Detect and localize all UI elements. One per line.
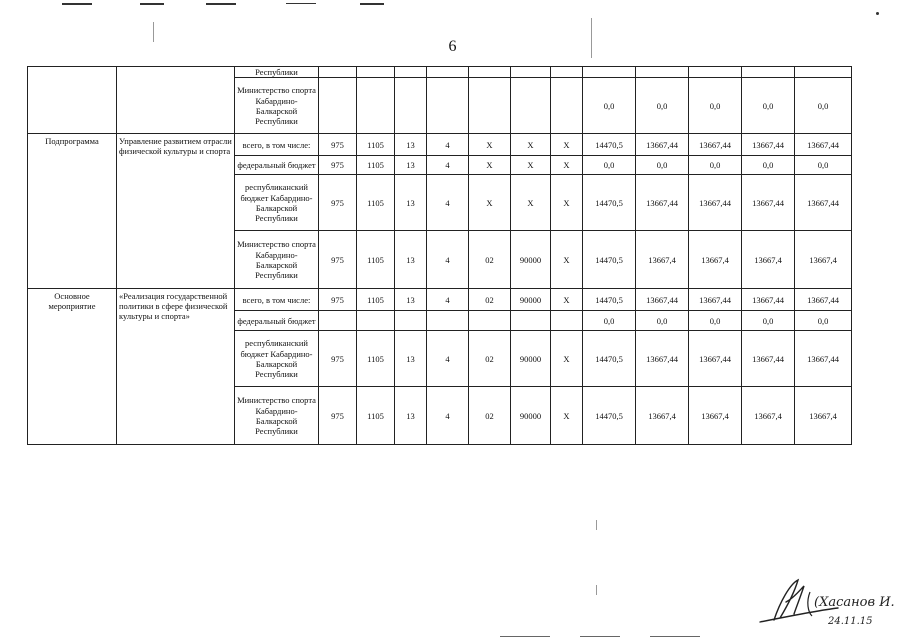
cell-v3: 0,0 <box>689 78 742 134</box>
scan-artifact <box>596 520 597 530</box>
funding-source: федеральный бюджет <box>235 156 319 175</box>
cell-gp: 13 <box>395 231 427 289</box>
cell-v2: 0,0 <box>636 78 689 134</box>
scan-artifact <box>206 3 236 5</box>
table-row <box>28 67 852 78</box>
cell-v4: 13667,4 <box>742 387 795 445</box>
cell-direction <box>511 311 551 331</box>
cell-v5 <box>795 67 852 78</box>
page-number: 6 <box>448 38 457 55</box>
cell-v4: 0,0 <box>742 156 795 175</box>
signature-name: (Хасанов И. <box>814 595 895 610</box>
cell-grbs: 975 <box>319 175 357 231</box>
funding-source: республиканский бюджет Кабардино-Балкарской Республики <box>235 331 319 387</box>
cell-v1: 0,0 <box>583 156 636 175</box>
scan-artifact <box>62 3 92 5</box>
cell-v3: 13667,44 <box>689 331 742 387</box>
cell-v3: 13667,44 <box>689 289 742 311</box>
cell-vr: X <box>551 175 583 231</box>
cell-v1: 14470,5 <box>583 134 636 156</box>
cell-v5: 0,0 <box>795 311 852 331</box>
scan-artifact <box>500 636 550 637</box>
cell-grbs: 975 <box>319 156 357 175</box>
cell-v2: 13667,44 <box>636 175 689 231</box>
cell-v5: 13667,44 <box>795 134 852 156</box>
cell-v2: 13667,44 <box>636 134 689 156</box>
cell-vr: X <box>551 331 583 387</box>
cell-om: 02 <box>469 387 511 445</box>
cell-rzpr: 1105 <box>357 134 395 156</box>
cell-pp <box>427 78 469 134</box>
cell-v5: 0,0 <box>795 156 852 175</box>
cell-direction <box>511 78 551 134</box>
cell-v1: 14470,5 <box>583 175 636 231</box>
funding-source: Министерство спорта Кабардино-Балкарской Республики <box>235 231 319 289</box>
table-row <box>28 289 852 311</box>
cell-v2 <box>636 67 689 78</box>
cell-rzpr: 1105 <box>357 331 395 387</box>
row-program-name: Управление развитием отрасли физической культуры и спорта <box>117 134 235 289</box>
cell-pp: 4 <box>427 387 469 445</box>
cell-v2: 13667,4 <box>636 231 689 289</box>
cell-v3: 13667,44 <box>689 175 742 231</box>
cell-v4: 0,0 <box>742 78 795 134</box>
cell-pp <box>427 311 469 331</box>
cell-vr <box>551 311 583 331</box>
scan-artifact <box>876 12 879 15</box>
scan-artifact <box>360 3 384 5</box>
cell-vr <box>551 67 583 78</box>
cell-direction <box>511 67 551 78</box>
cell-vr: X <box>551 134 583 156</box>
cell-vr <box>551 78 583 134</box>
cell-pp: 4 <box>427 331 469 387</box>
cell-vr: X <box>551 231 583 289</box>
funding-source: федеральный бюджет <box>235 311 319 331</box>
cell-v5: 13667,4 <box>795 231 852 289</box>
cell-gp: 13 <box>395 387 427 445</box>
cell-grbs <box>319 67 357 78</box>
cell-direction: 90000 <box>511 231 551 289</box>
scan-artifact <box>140 3 164 5</box>
cell-direction: 90000 <box>511 331 551 387</box>
signature-image <box>750 572 900 632</box>
cell-om: 02 <box>469 231 511 289</box>
cell-v3: 13667,4 <box>689 231 742 289</box>
cell-om: 02 <box>469 331 511 387</box>
cell-pp: 4 <box>427 231 469 289</box>
row-program-name: «Реализация государственной политики в сфере физической культуры и спорта» <box>117 289 235 445</box>
cell-v3: 0,0 <box>689 311 742 331</box>
cell-v5: 13667,44 <box>795 331 852 387</box>
cell-om: X <box>469 156 511 175</box>
cell-pp <box>427 67 469 78</box>
signature-date: 24.11.15 <box>828 616 873 627</box>
cell-pp: 4 <box>427 156 469 175</box>
cell-v3: 0,0 <box>689 156 742 175</box>
cell-v1: 0,0 <box>583 311 636 331</box>
cell-v3: 13667,4 <box>689 387 742 445</box>
cell-v4: 13667,44 <box>742 289 795 311</box>
cell-v2: 13667,44 <box>636 289 689 311</box>
cell-gp: 13 <box>395 134 427 156</box>
cell-gp: 13 <box>395 331 427 387</box>
table-row <box>28 134 852 156</box>
budget-table <box>27 66 851 445</box>
cell-grbs <box>319 311 357 331</box>
cell-v5: 0,0 <box>795 78 852 134</box>
cell-direction: X <box>511 134 551 156</box>
cell-v4: 0,0 <box>742 311 795 331</box>
cell-rzpr: 1105 <box>357 175 395 231</box>
cell-grbs <box>319 78 357 134</box>
cell-rzpr <box>357 78 395 134</box>
cell-vr: X <box>551 387 583 445</box>
cell-rzpr: 1105 <box>357 387 395 445</box>
cell-v5: 13667,44 <box>795 289 852 311</box>
cell-gp <box>395 78 427 134</box>
cell-v3 <box>689 67 742 78</box>
cell-pp: 4 <box>427 175 469 231</box>
cell-vr: X <box>551 289 583 311</box>
cell-v2: 13667,44 <box>636 331 689 387</box>
cell-v1: 14470,5 <box>583 289 636 311</box>
funding-source: всего, в том числе: <box>235 134 319 156</box>
cell-direction: X <box>511 156 551 175</box>
row-program-name <box>117 67 235 134</box>
cell-gp <box>395 311 427 331</box>
cell-vr: X <box>551 156 583 175</box>
cell-om <box>469 67 511 78</box>
cell-om: X <box>469 175 511 231</box>
cell-grbs: 975 <box>319 134 357 156</box>
funding-source: Республики <box>235 67 319 78</box>
cell-v5: 13667,44 <box>795 175 852 231</box>
cell-rzpr <box>357 311 395 331</box>
cell-v1 <box>583 67 636 78</box>
scan-artifact <box>580 636 620 637</box>
cell-v2: 13667,4 <box>636 387 689 445</box>
funding-source: Министерство спорта Кабардино-Балкарской Республики <box>235 387 319 445</box>
cell-gp: 13 <box>395 156 427 175</box>
cell-gp: 13 <box>395 289 427 311</box>
funding-source: Министерство спорта Кабардино-Балкарской Республики <box>235 78 319 134</box>
row-status: Подпрограмма <box>28 134 117 289</box>
cell-direction: 90000 <box>511 387 551 445</box>
cell-pp: 4 <box>427 289 469 311</box>
cell-om: 02 <box>469 289 511 311</box>
row-status <box>28 67 117 134</box>
cell-grbs: 975 <box>319 331 357 387</box>
cell-gp <box>395 67 427 78</box>
funding-source: всего, в том числе: <box>235 289 319 311</box>
cell-v5: 13667,4 <box>795 387 852 445</box>
funding-source: республиканский бюджет Кабардино-Балкарской Республики <box>235 175 319 231</box>
cell-v2: 0,0 <box>636 156 689 175</box>
cell-v1: 14470,5 <box>583 331 636 387</box>
cell-rzpr <box>357 67 395 78</box>
cell-pp: 4 <box>427 134 469 156</box>
cell-v4: 13667,44 <box>742 175 795 231</box>
cell-v4 <box>742 67 795 78</box>
cell-v1: 0,0 <box>583 78 636 134</box>
cell-gp: 13 <box>395 175 427 231</box>
scan-artifact <box>650 636 700 637</box>
cell-direction: 90000 <box>511 289 551 311</box>
row-status: Основное мероприятие <box>28 289 117 445</box>
cell-v4: 13667,44 <box>742 134 795 156</box>
cell-v3: 13667,44 <box>689 134 742 156</box>
cell-v4: 13667,44 <box>742 331 795 387</box>
cell-direction: X <box>511 175 551 231</box>
cell-grbs: 975 <box>319 387 357 445</box>
scan-artifact <box>596 585 597 595</box>
cell-rzpr: 1105 <box>357 289 395 311</box>
cell-om <box>469 78 511 134</box>
cell-v2: 0,0 <box>636 311 689 331</box>
cell-v1: 14470,5 <box>583 231 636 289</box>
cell-om: X <box>469 134 511 156</box>
cell-om <box>469 311 511 331</box>
cell-rzpr: 1105 <box>357 156 395 175</box>
cell-rzpr: 1105 <box>357 231 395 289</box>
cell-grbs: 975 <box>319 289 357 311</box>
cell-v4: 13667,4 <box>742 231 795 289</box>
cell-v1: 14470,5 <box>583 387 636 445</box>
cell-grbs: 975 <box>319 231 357 289</box>
scan-artifact <box>286 3 316 4</box>
